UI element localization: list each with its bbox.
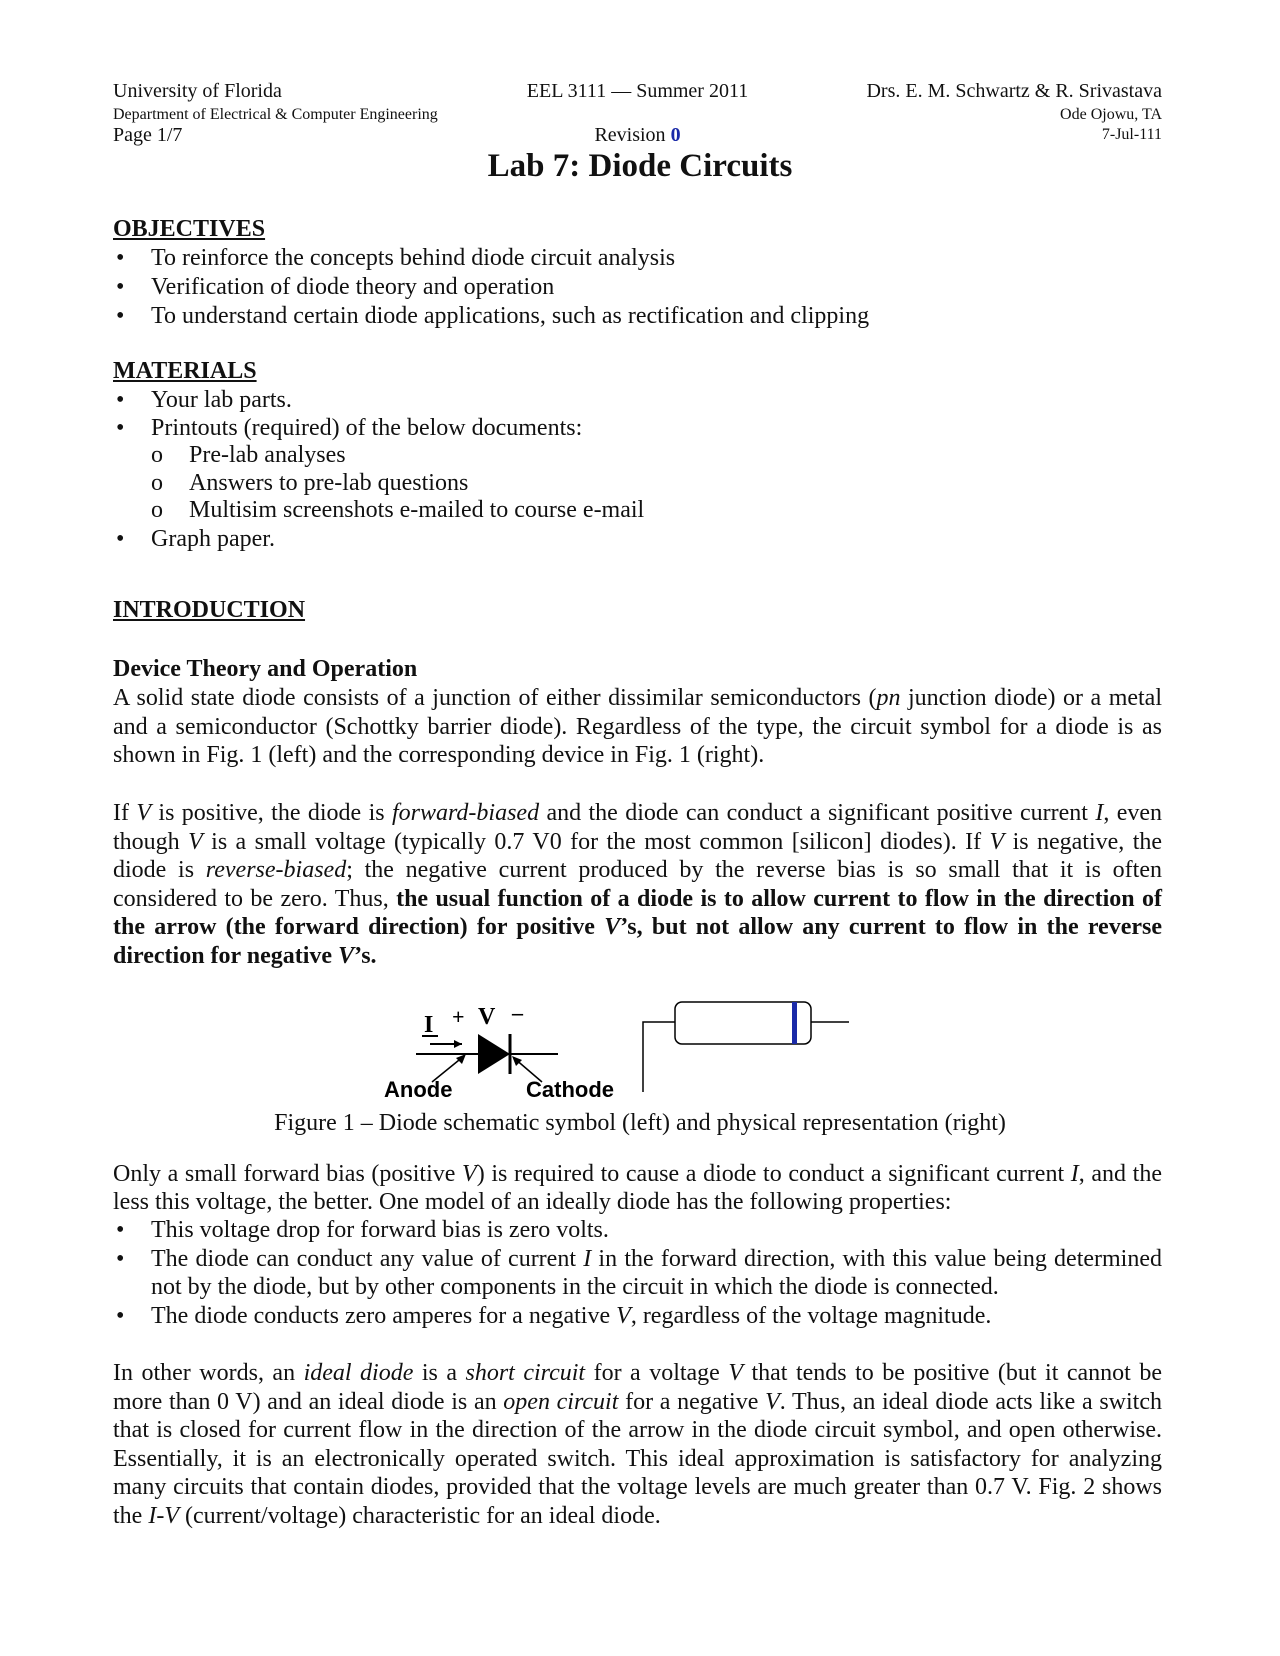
text-run: ; the negative current produced by the reverse bias is so small that it is often considered to be zero. Thus, [113,857,1162,912]
text-run: . Thus, an ideal diode acts like a switch that is closed for current flow in the direction of the arrow in the diode circuit symbol, and open otherwise. Essentially, it is an electronically operated switch. This ideal approximation is satisfactory for analyzing many circuits that contain diodes, provided that the voltage levels are much greater than 0.7 V. Fig. 2 shows the [113,1388,1162,1529]
figure-1-diagram [380,998,860,1102]
material-subitem: o Pre-lab analyses [113,442,1162,470]
text-run: , and the less this voltage, the better. One model of an ideally diode has the following properties: [113,1161,1162,1215]
text-run: ’s, but not allow any current to flow in the reverse direction for negative [113,914,1162,969]
page-title: Lab 7: Diode Circuits [487,148,793,184]
objectives-heading [113,215,1162,244]
text-run: In other words, an [113,1360,304,1386]
text-run: junction diode) or a metal and a semiconductor (Schottky barrier diode). Regardless of the type, the circuit symbol for a diode is as shown in Fig. 1 (left) and the corresponding device in Fig. 1 (right). [113,685,1162,768]
ideal-diode-properties [113,1216,1162,1330]
text-run: that tends to be positive (but it cannot be more than 0 V) and an ideal diode is an [113,1360,1162,1415]
university-name: University of Florida [113,80,282,102]
materials-heading-text: MATERIALS [113,358,257,384]
objectives-section [113,215,1162,331]
course-name: EEL 3111 — Summer 2011 [526,80,749,102]
text-run: ideal diode [303,1360,414,1386]
teaching-assistant: Ode Ojowu, TA [1060,106,1162,123]
text-run: V [616,1302,631,1329]
diode-triangle [478,1034,510,1074]
text-run: The diode conducts zero amperes for a negative [151,1302,617,1329]
text-run: in the forward direction, with this value being determined not by the diode, but by other components in the circuit in which the diode is connected. [151,1245,1163,1300]
text-run: V [462,1161,477,1187]
text-run: is a small voltage (typically 0.7 V0 for the most common [silicon] diodes). If [202,828,990,855]
current-arrowhead [454,1040,462,1048]
revision [113,124,1162,146]
text-run: V [604,914,621,940]
introduction-heading [113,597,1162,624]
property-item [113,1245,1162,1302]
intro-paragraph-3 [113,1160,1162,1216]
text-run: V [989,828,1005,855]
physical-left-lead [643,1022,675,1092]
objective-item: • To reinforce the concepts behind diode circuit analysis [113,244,1162,273]
voltage-label: V [478,1004,496,1030]
materials-heading [113,357,1162,386]
anode-label: Anode [384,1077,453,1102]
text-run: , even though [113,800,1163,855]
text-run: , regardless of the voltage magnitude. [630,1302,992,1329]
document-date: 7-Jul-111 [1101,126,1162,143]
text-run: short circuit [465,1360,586,1386]
text-run: (current/voltage) characteristic for an ideal diode. [178,1502,661,1529]
intro-paragraph-4 [113,1359,1162,1530]
device-theory-subheading: Device Theory and Operation [113,656,418,682]
anode-pointer-head [456,1054,466,1064]
figure-1-caption: Figure 1 – Diode schematic symbol (left) and physical representation (right) [274,1110,1006,1136]
text-run: I [583,1245,592,1272]
property-item [113,1302,1162,1331]
page-number: Page 1/7 [113,124,183,146]
text-run: and the diode can conduct a significant positive current [539,800,1096,826]
text-run: is a [413,1360,466,1386]
revision-label: Revision [594,124,666,146]
cathode-band [792,1002,797,1044]
text-run: I-V [148,1502,179,1529]
text-run: is positive, the diode is [151,800,392,826]
text-run: V [338,942,355,969]
text-run: The diode can conduct any value of current [151,1245,584,1272]
text-run: I [1070,1161,1079,1187]
text-run: Only a small forward bias (positive [113,1161,463,1187]
text-run: reverse-biased [205,857,347,883]
text-run: If [113,800,137,826]
objective-item: • To understand certain diode applications, such as rectification and clipping [113,302,1162,331]
text-run: pn [876,685,901,711]
material-item: • Printouts (required) of the below documents: [113,415,1162,442]
cathode-label: Cathode [526,1077,614,1102]
text-run: V [188,828,203,855]
text-run: for a voltage [585,1360,729,1386]
intro-paragraph-2 [113,799,1162,970]
diode-schematic-symbol [384,1000,614,1102]
text-run: forward-biased [391,800,540,826]
minus-label: – [512,1000,523,1025]
text-run: V [728,1360,743,1386]
introduction-heading-text: INTRODUCTION [113,597,306,623]
revision-number: 0 [670,124,681,146]
materials-section [113,357,1162,554]
text-run: the usual function of a diode is to allow current to flow in the direction of the arrow (the forward direction) for positive [113,885,1162,940]
text-run: I [1095,800,1104,826]
text-run: is negative, the diode is [113,828,1163,883]
property-item: • This voltage drop for forward bias is zero volts. [113,1216,1162,1245]
intro-paragraph-1 [113,684,1162,770]
instructors: Drs. E. M. Schwartz & R. Srivastava [866,80,1162,102]
material-subitem: o Multisim screenshots e-mailed to course e-mail [113,497,1162,525]
material-subitem: o Answers to pre-lab questions [113,470,1162,498]
physical-diode-body [675,1002,811,1044]
text-run: open circuit [503,1388,619,1415]
department-name: Department of Electrical & Computer Engineering [113,106,438,123]
diode-physical-representation [643,1002,849,1092]
text-run: for a negative [618,1388,766,1415]
text-run: A solid state diode consists of a junction of either dissimilar semiconductors ( [113,685,877,711]
objectives-heading-text: OBJECTIVES [113,216,266,242]
current-label: I [424,1012,434,1038]
text-run: V [765,1388,780,1415]
objective-item: • Verification of diode theory and operation [113,273,1162,302]
plus-label: + [452,1004,465,1029]
material-item: • Your lab parts. [113,386,1162,415]
text-run: ’s. [354,942,377,969]
text-run: V [136,800,152,826]
material-item: • Graph paper. [113,525,1162,554]
text-run: ) is required to cause a diode to conduct a significant current [476,1161,1071,1187]
